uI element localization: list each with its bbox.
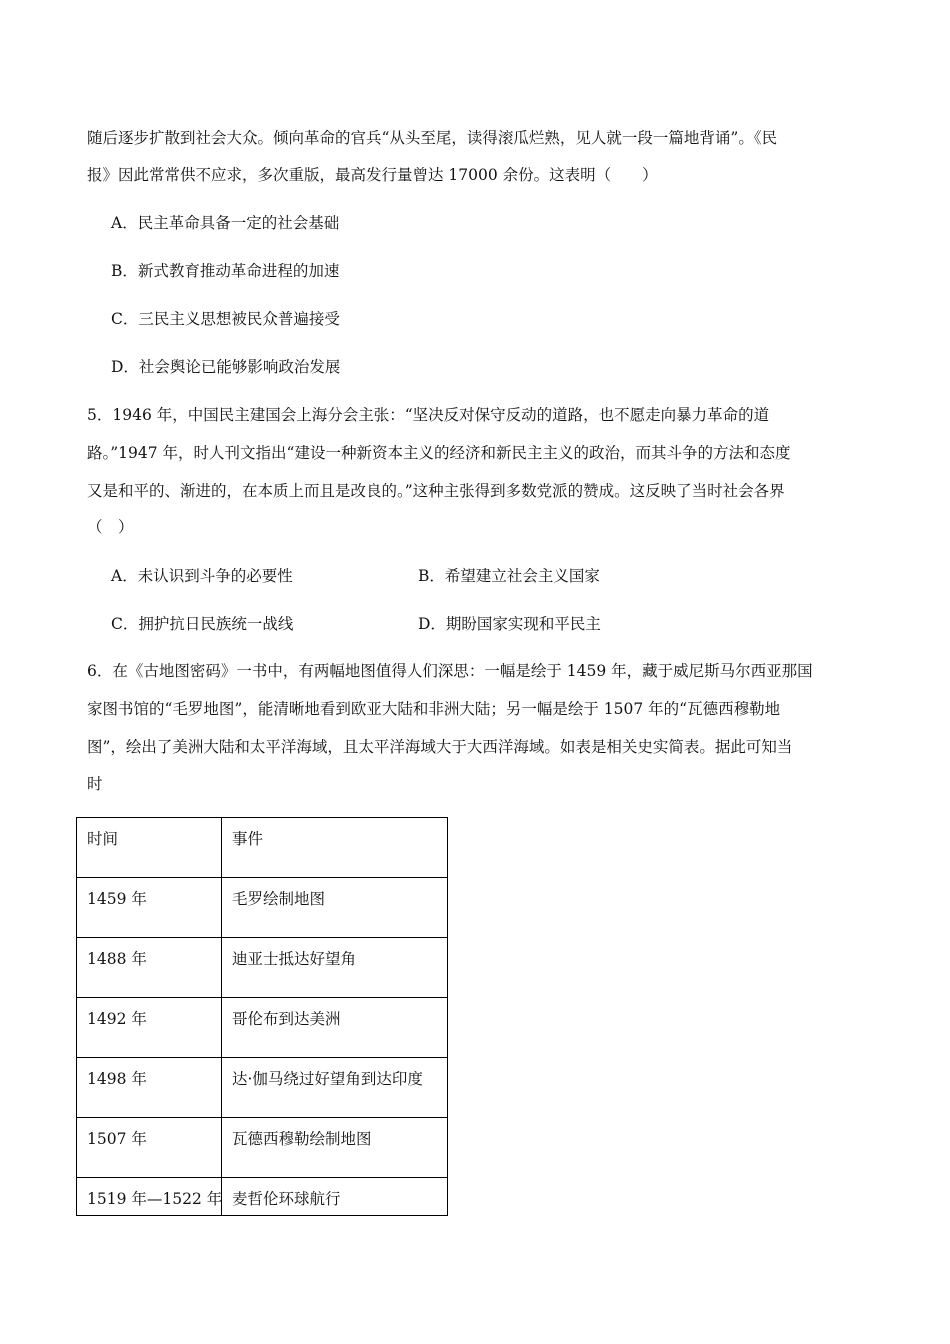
history-events-table (76, 817, 448, 1216)
q4-stem-line: 随后逐步扩散到社会大众。倾向革命的官兵“从头至尾，读得滚瓜烂熟，见人就一段一篇地背诵”。《民 (87, 129, 778, 147)
q5-option-d[interactable]: D．期盼国家实现和平民主 (418, 615, 601, 633)
cell-event: 迪亚士抵达好望角 (222, 938, 448, 998)
q5-stem-line: 路。”1947 年，时人刊文指出“建设一种新资本主义的经济和新民主主义的政治，而其斗争的方法和态度 (87, 444, 791, 462)
q5-stem-line: 5．1946 年，中国民主建国会上海分会主张：“坚决反对保守反动的道路，也不愿走向暴力革命的道 (87, 406, 770, 424)
q4-option-c[interactable]: C．三民主义思想被民众普遍接受 (111, 310, 340, 328)
table-row (77, 1178, 448, 1216)
cell-event: 麦哲伦环球航行 (222, 1178, 448, 1216)
cell-time: 1488 年 (77, 938, 222, 998)
table-row (77, 938, 448, 998)
cell-time: 1507 年 (77, 1118, 222, 1178)
q6-stem-line: 图”，绘出了美洲大陆和太平洋海域，且太平洋海域大于大西洋海域。如表是相关史实简表。据此可知当 (87, 738, 793, 756)
cell-time: 1498 年 (77, 1058, 222, 1118)
header-event: 事件 (222, 818, 448, 878)
cell-event: 达·伽马绕过好望角到达印度 (222, 1058, 448, 1118)
q5-option-c[interactable]: C．拥护抗日民族统一战线 (111, 615, 294, 633)
table-row (77, 998, 448, 1058)
q5-option-b[interactable]: B．希望建立社会主义国家 (418, 567, 600, 585)
q4-stem-line: 报》因此常常供不应求，多次重版，最高发行量曾达 17000 余份。这表明（ ） (87, 166, 658, 184)
cell-event: 哥伦布到达美洲 (222, 998, 448, 1058)
table-row (77, 878, 448, 938)
q4-option-d[interactable]: D．社会舆论已能够影响政治发展 (111, 358, 341, 376)
table-row (77, 1118, 448, 1178)
q6-stem-line: 6．在《古地图密码》一书中，有两幅地图值得人们深思：一幅是绘于 1459 年，藏于威尼斯马尔西亚那国 (87, 662, 813, 680)
q5-stem-line: 又是和平的、渐进的，在本质上而且是改良的。”这种主张得到多数党派的赞成。这反映了当时社会各界 (87, 482, 785, 500)
cell-time: 1492 年 (77, 998, 222, 1058)
table-header-row (77, 818, 448, 878)
q6-stem-line: 时 (87, 775, 103, 793)
cell-event: 瓦德西穆勒绘制地图 (222, 1118, 448, 1178)
cell-time: 1519 年—1522 年 (77, 1178, 222, 1216)
cell-time: 1459 年 (77, 878, 222, 938)
q5-answer-bracket: （ ） (87, 518, 134, 536)
table-row (77, 1058, 448, 1118)
q5-option-a[interactable]: A．未认识到斗争的必要性 (111, 567, 293, 585)
cell-event: 毛罗绘制地图 (222, 878, 448, 938)
q4-option-b[interactable]: B．新式教育推动革命进程的加速 (111, 262, 340, 280)
q6-stem-line: 家图书馆的“毛罗地图”，能清晰地看到欧亚大陆和非洲大陆；另一幅是绘于 1507 年的“瓦德西穆勒地 (87, 700, 781, 718)
q4-option-a[interactable]: A．民主革命具备一定的社会基础 (111, 214, 340, 232)
header-time: 时间 (77, 818, 222, 878)
